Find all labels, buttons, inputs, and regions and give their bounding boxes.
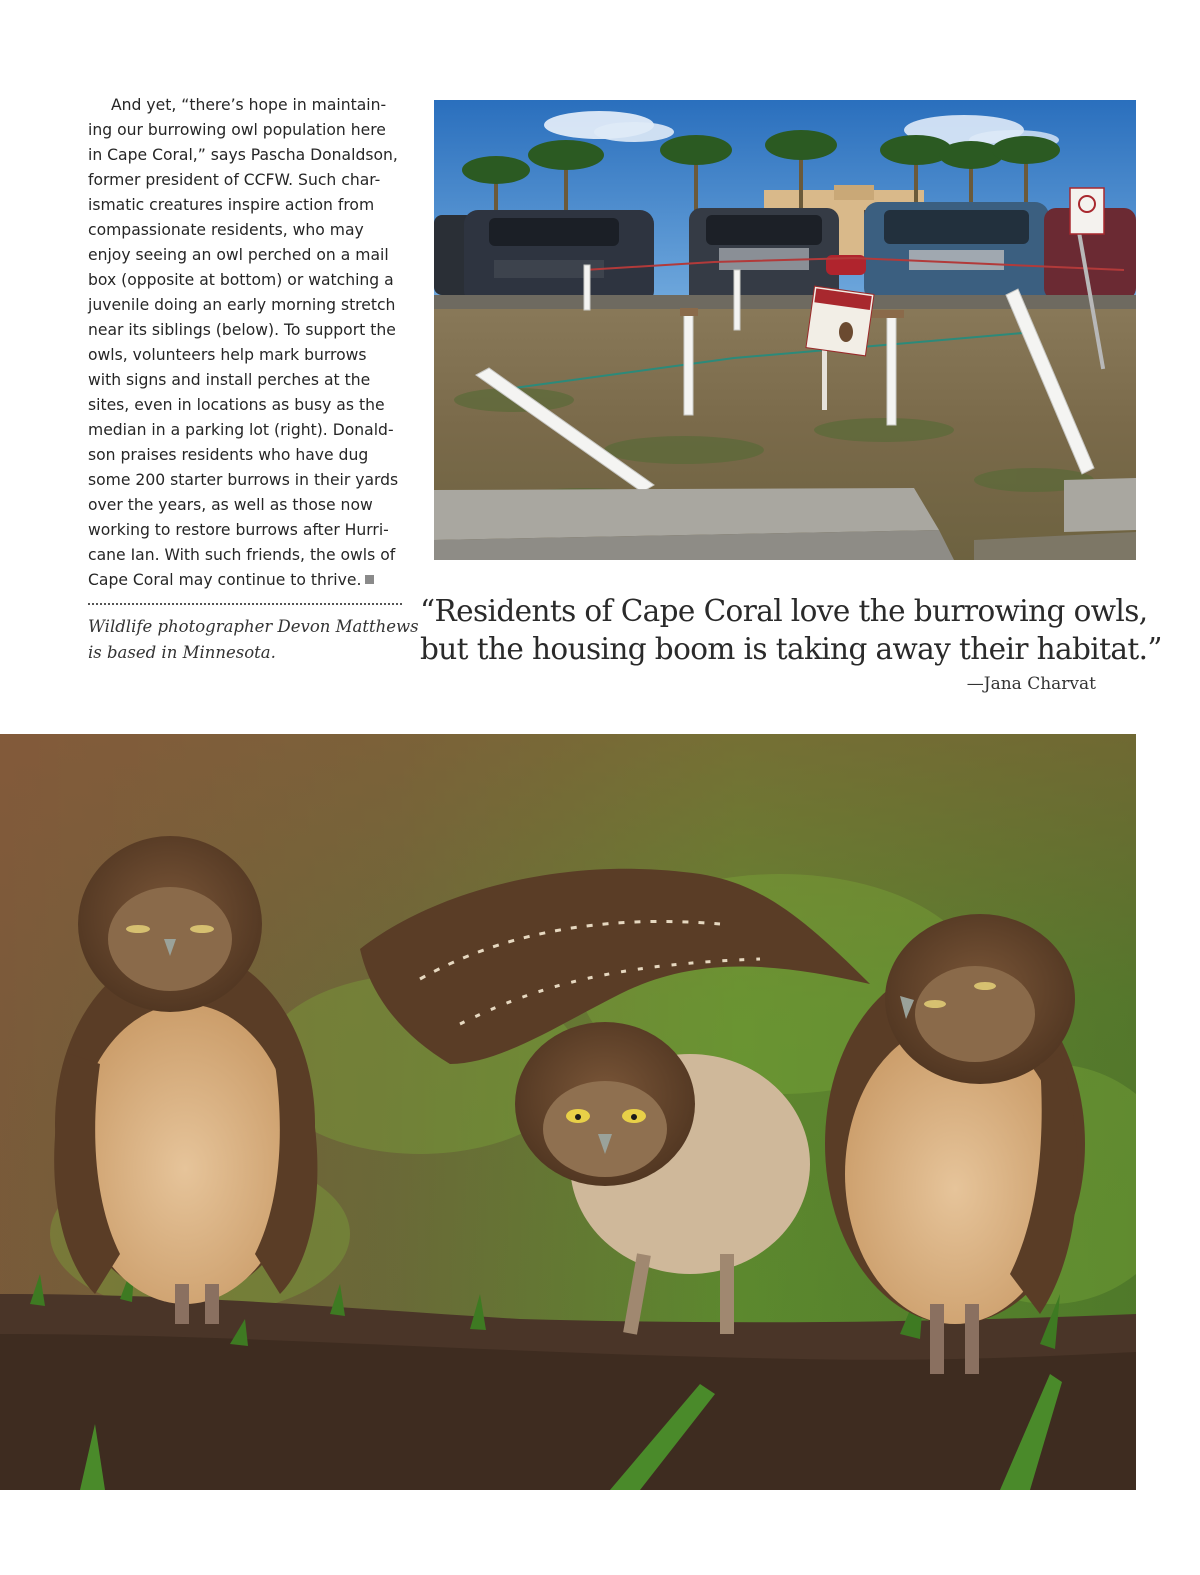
body-line: cane Ian. With such friends, the owls of xyxy=(88,546,396,564)
parking-lot-photo xyxy=(434,100,1136,560)
pull-quote xyxy=(420,592,1162,668)
body-line-text: Cape Coral may continue to thrive. xyxy=(88,571,362,589)
body-line: ing our burrowing owl population here xyxy=(88,121,386,139)
author-credit xyxy=(88,614,419,666)
body-line: with signs and install perches at the xyxy=(88,371,371,389)
body-line: working to restore burrows after Hurri- xyxy=(88,521,389,539)
body-line: enjoy seeing an owl perched on a mail xyxy=(88,246,389,264)
body-line: And yet, “there’s hope in maintain- xyxy=(111,96,387,114)
owls-photo xyxy=(0,734,1136,1490)
body-line: box (opposite at bottom) or watching a xyxy=(88,271,394,289)
credit-line: is based in Minnesota. xyxy=(88,643,276,662)
body-line: owls, volunteers help mark burrows xyxy=(88,346,367,364)
body-line-last xyxy=(88,568,404,593)
body-line: some 200 starter burrows in their yards xyxy=(88,471,399,489)
body-line: former president of CCFW. Such char- xyxy=(88,171,381,189)
dotted-divider xyxy=(88,603,402,605)
body-line: ismatic creatures inspire action from xyxy=(88,196,375,214)
pull-quote-line: but the housing boom is taking away their habitat.” xyxy=(420,632,1162,666)
body-line: in Cape Coral,” says Pascha Donaldson, xyxy=(88,146,398,164)
end-mark-icon xyxy=(365,575,374,584)
body-line: compassionate residents, who may xyxy=(88,221,364,239)
pull-quote-line: “Residents of Cape Coral love the burrowing owls, xyxy=(420,594,1148,628)
body-line: median in a parking lot (right). Donald- xyxy=(88,421,394,439)
body-line: juvenile doing an early morning stretch xyxy=(88,296,396,314)
credit-line: Wildlife photographer Devon Matthews xyxy=(88,617,419,636)
article-body xyxy=(88,93,404,593)
body-line: over the years, as well as those now xyxy=(88,496,373,514)
body-line: near its siblings (below). To support the xyxy=(88,321,396,339)
quote-attribution: —Jana Charvat xyxy=(966,674,1096,694)
body-line: sites, even in locations as busy as the xyxy=(88,396,385,414)
body-line: son praises residents who have dug xyxy=(88,446,369,464)
